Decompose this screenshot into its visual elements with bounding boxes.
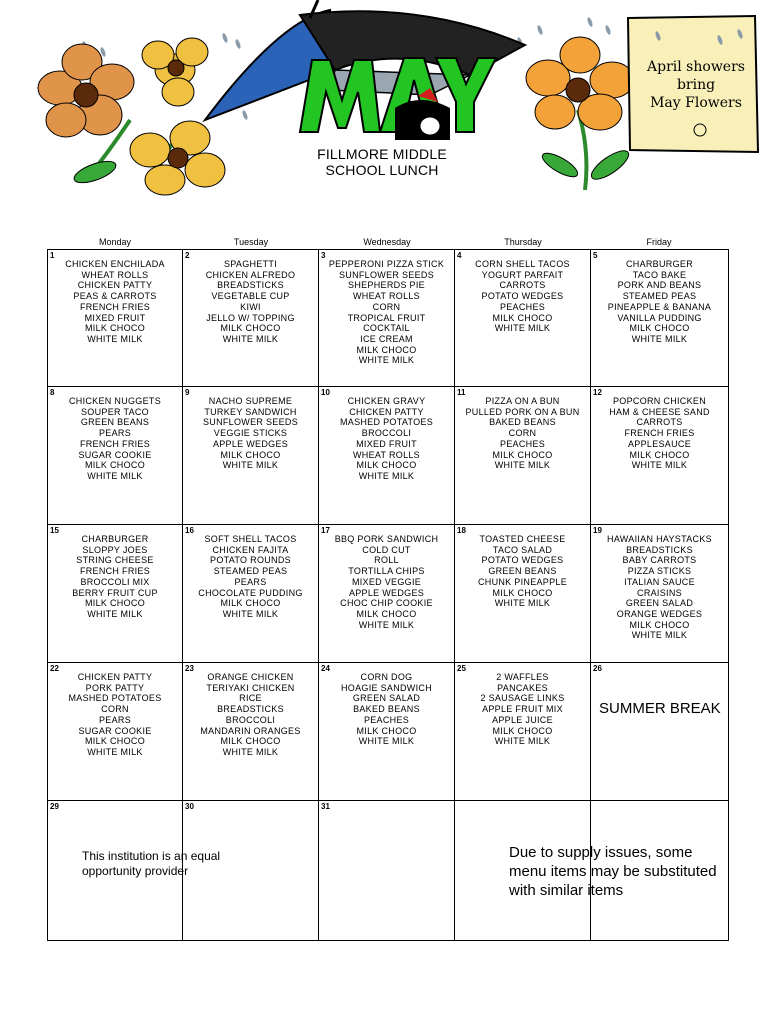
day-number: 8 <box>50 388 55 397</box>
school-title-line-1: FILLMORE MIDDLE <box>317 146 447 162</box>
menu-item: GREEN SALAD <box>625 598 694 609</box>
menu-item: MILK CHOCO <box>629 449 690 460</box>
menu-item: 2 SAUSAGE LINKS <box>480 693 565 704</box>
menu-item: CHOC CHIP COOKIE <box>340 598 433 609</box>
day-number: 29 <box>50 802 59 811</box>
menu-item: MIXED VEGGIE <box>351 576 422 587</box>
menu-list <box>591 534 728 641</box>
menu-item: MILK CHOCO <box>629 619 690 630</box>
calendar-day-cell <box>47 663 183 801</box>
menu-item: CHICKEN PATTY <box>77 280 153 291</box>
menu-item: MILK CHOCO <box>220 736 281 747</box>
menu-item: MANDARIN ORANGES <box>200 725 301 736</box>
calendar-day-cell <box>591 387 729 525</box>
supply-issues-note: Due to supply issues, some menu items may be substituted with similar items <box>509 844 717 899</box>
menu-item: PORK AND BEANS <box>617 280 702 291</box>
calendar-day-cell <box>455 249 591 387</box>
menu-item: PINEAPPLE & BANANA <box>607 301 712 312</box>
poem-line-1: April showers <box>647 59 745 75</box>
calendar-day-cell <box>319 387 455 525</box>
menu-item: MILK CHOCO <box>84 736 145 747</box>
menu-item: MILK CHOCO <box>356 344 417 355</box>
calendar-day-cell <box>47 525 183 663</box>
menu-item: STEAMED PEAS <box>213 566 288 577</box>
menu-item: SUGAR COOKIE <box>78 725 152 736</box>
weekday-label: Tuesday <box>233 237 269 247</box>
menu-item: APPLE FRUIT MIX <box>482 704 563 715</box>
menu-item: POTATO ROUNDS <box>210 555 291 566</box>
menu-item: MILK CHOCO <box>492 725 553 736</box>
menu-list <box>48 672 182 758</box>
day-number: 2 <box>185 251 190 260</box>
menu-item: SUNFLOWER SEEDS <box>202 417 298 428</box>
menu-item: BERRY FRUIT CUP <box>72 587 158 598</box>
menu-item: TACO BAKE <box>632 269 687 280</box>
menu-item: CORN <box>372 301 401 312</box>
menu-item: TURKEY SANDWICH <box>204 406 297 417</box>
menu-list <box>183 672 318 758</box>
menu-item: WHITE MILK <box>631 460 688 471</box>
menu-item: NACHO SUPREME <box>208 396 293 406</box>
menu-item: MILK CHOCO <box>84 598 145 609</box>
menu-item: FRENCH FRIES <box>624 428 695 439</box>
menu-item: PEACHES <box>499 301 546 312</box>
menu-list <box>183 259 318 345</box>
menu-item: CORN <box>508 428 537 439</box>
day-number: 30 <box>185 802 194 811</box>
menu-item: SUGAR COOKIE <box>78 449 152 460</box>
menu-item: YOGURT PARFAIT <box>481 269 564 280</box>
menu-item: APPLE WEDGES <box>212 438 289 449</box>
menu-list <box>183 396 318 471</box>
menu-item: WHITE MILK <box>87 470 143 481</box>
menu-item: WHEAT ROLLS <box>353 449 420 460</box>
menu-item: APPLESAUCE <box>627 438 692 449</box>
menu-item: MILK CHOCO <box>629 323 690 334</box>
calendar-grid <box>47 249 729 941</box>
day-number: 19 <box>593 526 602 535</box>
menu-item: MIXED FRUIT <box>356 438 417 449</box>
menu-item: BAKED BEANS <box>353 704 420 715</box>
menu-item: CHICKEN ALFREDO <box>205 269 296 280</box>
menu-list <box>48 259 182 345</box>
menu-item: PEACHES <box>499 438 546 449</box>
menu-item: STEAMED PEAS <box>622 291 697 302</box>
equal-opportunity-note: This institution is an equal opportunity provider <box>82 849 221 878</box>
menu-item: RICE <box>239 693 262 704</box>
menu-item: CHICKEN NUGGETS <box>68 396 161 406</box>
menu-item: WHITE MILK <box>87 333 143 344</box>
poem-text <box>636 58 756 112</box>
day-number: 11 <box>457 388 466 397</box>
menu-item: BROCCOLI <box>225 714 276 725</box>
day-number: 3 <box>321 251 326 260</box>
menu-item: WHITE MILK <box>358 355 415 366</box>
menu-item: APPLE JUICE <box>492 714 553 725</box>
menu-item: WHITE MILK <box>87 746 143 757</box>
menu-item: MASHED POTATOES <box>68 693 162 704</box>
menu-item: CHICKEN ENCHILADA <box>65 259 165 269</box>
menu-item: PIZZA ON A BUN <box>485 396 560 406</box>
menu-item: SUNFLOWER SEEDS <box>338 269 434 280</box>
menu-list <box>455 396 590 471</box>
menu-item: BREADSTICKS <box>217 280 284 291</box>
menu-item: ROLL <box>374 555 399 566</box>
menu-item: COLD CUT <box>362 544 411 555</box>
menu-item: GREEN SALAD <box>352 693 421 704</box>
menu-item: TROPICAL FRUIT <box>347 312 426 323</box>
menu-item: BREADSTICKS <box>217 704 284 715</box>
day-number: 18 <box>457 526 466 535</box>
school-title <box>292 146 472 178</box>
menu-item: BAKED BEANS <box>489 417 556 428</box>
menu-item: CHARBURGER <box>625 259 693 269</box>
menu-item: CHUNK PINEAPPLE <box>477 576 568 587</box>
calendar-day-cell <box>47 249 183 387</box>
calendar-day-cell <box>591 663 729 801</box>
menu-item: WHITE MILK <box>494 736 551 747</box>
menu-item: CHICKEN PATTY <box>349 406 424 417</box>
calendar-day-cell <box>591 525 729 663</box>
menu-item: MASHED POTATOES <box>339 417 433 428</box>
menu-item: STRING CHEESE <box>76 555 154 566</box>
menu-list <box>319 396 454 482</box>
menu-item: CORN SHELL TACOS <box>475 259 570 269</box>
menu-item: PEARS <box>98 428 131 439</box>
calendar-day-cell <box>183 663 319 801</box>
menu-item: ORANGE CHICKEN <box>207 672 294 682</box>
menu-item: POTATO WEDGES <box>481 555 564 566</box>
summer-break-note: SUMMER BREAK <box>599 700 721 717</box>
menu-item: PORK PATTY <box>85 682 145 693</box>
menu-item: MILK CHOCO <box>84 323 145 334</box>
weekday-label: Wednesday <box>363 237 411 247</box>
weekday-label: Friday <box>646 237 672 247</box>
menu-item: FRENCH FRIES <box>79 438 151 449</box>
menu-item: MILK CHOCO <box>220 449 281 460</box>
day-number: 9 <box>185 388 190 397</box>
menu-item: TERIYAKI CHICKEN <box>206 682 295 693</box>
menu-item: CHARBURGER <box>81 534 149 544</box>
menu-item: VEGGIE STICKS <box>213 428 288 439</box>
menu-item: BROCCOLI <box>361 428 412 439</box>
calendar-day-cell <box>183 525 319 663</box>
day-number: 1 <box>50 251 55 260</box>
menu-list <box>591 259 728 345</box>
menu-item: MIXED FRUIT <box>84 312 146 323</box>
menu-item: WHITE MILK <box>358 470 415 481</box>
menu-item: CHICKEN PATTY <box>77 672 153 682</box>
menu-list <box>591 396 728 471</box>
menu-list <box>48 534 182 620</box>
day-number: 15 <box>50 526 59 535</box>
menu-item: GREEN BEANS <box>80 417 150 428</box>
menu-item: WHITE MILK <box>494 323 551 334</box>
menu-item: SPAGHETTI <box>223 259 278 269</box>
menu-item: SOFT SHELL TACOS <box>204 534 297 544</box>
menu-item: SHEPHERDS PIE <box>348 280 425 291</box>
menu-list <box>455 534 590 609</box>
menu-item: JELLO W/ TOPPING <box>206 312 295 323</box>
day-number: 31 <box>321 802 330 811</box>
menu-item: WHITE MILK <box>494 460 551 471</box>
menu-list <box>319 259 454 366</box>
menu-item: SOUPER TACO <box>81 406 149 417</box>
menu-item: PEARS <box>98 714 131 725</box>
menu-item: CORN <box>101 704 129 715</box>
day-number: 4 <box>457 251 462 260</box>
menu-item: CHICKEN GRAVY <box>347 396 426 406</box>
poem-line-3: May Flowers <box>650 95 742 111</box>
menu-item: PEPPERONI PIZZA STICK <box>328 259 445 269</box>
day-number: 16 <box>185 526 194 535</box>
menu-item: KIWI <box>240 301 261 312</box>
flower-left-icon <box>38 38 225 195</box>
menu-item: MILK CHOCO <box>220 598 281 609</box>
menu-item: COCKTAIL <box>363 323 410 334</box>
menu-item: WHITE MILK <box>358 619 415 630</box>
menu-item: MILK CHOCO <box>356 725 417 736</box>
day-number: 22 <box>50 664 59 673</box>
menu-item: POTATO WEDGES <box>481 291 564 302</box>
menu-list <box>319 672 454 747</box>
menu-item: BABY CARROTS <box>622 555 697 566</box>
menu-item: VANILLA PUDDING <box>617 312 702 323</box>
menu-item: GREEN BEANS <box>488 566 557 577</box>
menu-item: CARROTS <box>636 417 683 428</box>
menu-item: CHOCOLATE PUDDING <box>198 587 303 598</box>
menu-item: MILK CHOCO <box>356 460 417 471</box>
poem-line-2: bring <box>676 77 716 93</box>
menu-item: CORN DOG <box>360 672 413 682</box>
menu-item: FRENCH FRIES <box>79 301 151 312</box>
day-number: 23 <box>185 664 194 673</box>
calendar-day-cell <box>183 249 319 387</box>
menu-item: WHITE MILK <box>222 746 279 757</box>
menu-item: BROCCOLI MIX <box>80 576 150 587</box>
menu-item: MILK CHOCO <box>492 587 553 598</box>
menu-item: PIZZA STICKS <box>627 566 692 577</box>
day-number: 26 <box>593 664 602 673</box>
menu-item: BREADSTICKS <box>626 544 693 555</box>
day-number: 24 <box>321 664 330 673</box>
menu-item: WHITE MILK <box>631 333 688 344</box>
weekday-header <box>47 237 729 249</box>
menu-item: MILK CHOCO <box>84 460 145 471</box>
menu-item: SLOPPY JOES <box>82 544 148 555</box>
day-number: 5 <box>593 251 598 260</box>
menu-item: PULLED PORK ON A BUN <box>465 406 580 417</box>
menu-list <box>455 259 590 334</box>
menu-item: WHEAT ROLLS <box>81 269 149 280</box>
day-number: 17 <box>321 526 330 535</box>
menu-item: PEARS <box>234 576 267 587</box>
menu-item: VEGETABLE CUP <box>211 291 290 302</box>
menu-item: PANCAKES <box>497 682 548 693</box>
calendar-day-cell <box>319 663 455 801</box>
menu-item: HAM & CHEESE SAND <box>609 406 710 417</box>
menu-item: CRAISINS <box>637 587 682 598</box>
menu-item: TACO SALAD <box>492 544 553 555</box>
menu-item: ORANGE WEDGES <box>616 608 703 619</box>
school-title-line-2: SCHOOL LUNCH <box>325 162 439 178</box>
menu-item: WHITE MILK <box>494 598 551 609</box>
menu-item: ICE CREAM <box>360 333 413 344</box>
menu-item: WHITE MILK <box>87 608 143 619</box>
menu-list <box>48 396 182 482</box>
menu-list <box>319 534 454 630</box>
calendar-day-cell <box>455 663 591 801</box>
calendar-day-cell <box>319 801 455 941</box>
menu-item: WHITE MILK <box>631 630 688 641</box>
menu-item: HOAGIE SANDWICH <box>340 682 432 693</box>
day-number: 10 <box>321 388 330 397</box>
menu-item: CHICKEN FAJITA <box>212 544 289 555</box>
calendar-day-cell <box>455 525 591 663</box>
day-number: 12 <box>593 388 602 397</box>
calendar-day-cell <box>455 387 591 525</box>
flower-right-icon <box>526 37 634 190</box>
calendar-day-cell <box>319 249 455 387</box>
weekday-label: Thursday <box>504 237 542 247</box>
menu-item: TOASTED CHEESE <box>479 534 566 544</box>
weekday-label: Monday <box>98 237 132 247</box>
menu-item: 2 WAFFLES <box>496 672 549 682</box>
menu-item: WHEAT ROLLS <box>353 291 420 302</box>
menu-item: TORTILLA CHIPS <box>348 566 425 577</box>
day-number: 25 <box>457 664 466 673</box>
menu-item: PEAS & CARROTS <box>73 291 157 302</box>
menu-item: BBQ PORK SANDWICH <box>334 534 439 544</box>
menu-item: MILK CHOCO <box>492 312 553 323</box>
menu-item: MILK CHOCO <box>220 323 281 334</box>
calendar-day-cell <box>591 249 729 387</box>
menu-item: WHITE MILK <box>222 460 279 471</box>
menu-list <box>183 534 318 620</box>
menu-item: ITALIAN SAUCE <box>624 576 695 587</box>
menu-item: MILK CHOCO <box>356 608 417 619</box>
menu-item: FRENCH FRIES <box>79 566 151 577</box>
calendar-day-cell <box>47 387 183 525</box>
calendar-day-cell <box>183 387 319 525</box>
menu-item: WHITE MILK <box>222 333 279 344</box>
menu-list <box>455 672 590 747</box>
menu-item: APPLE WEDGES <box>348 587 425 598</box>
menu-item: MILK CHOCO <box>492 449 553 460</box>
menu-item: HAWAIIAN HAYSTACKS <box>607 534 712 544</box>
menu-item: WHITE MILK <box>358 736 415 747</box>
menu-item: WHITE MILK <box>222 608 279 619</box>
menu-item: POPCORN CHICKEN <box>612 396 706 406</box>
calendar-day-cell <box>319 525 455 663</box>
menu-item: PEACHES <box>363 714 410 725</box>
menu-item: CARROTS <box>499 280 546 291</box>
